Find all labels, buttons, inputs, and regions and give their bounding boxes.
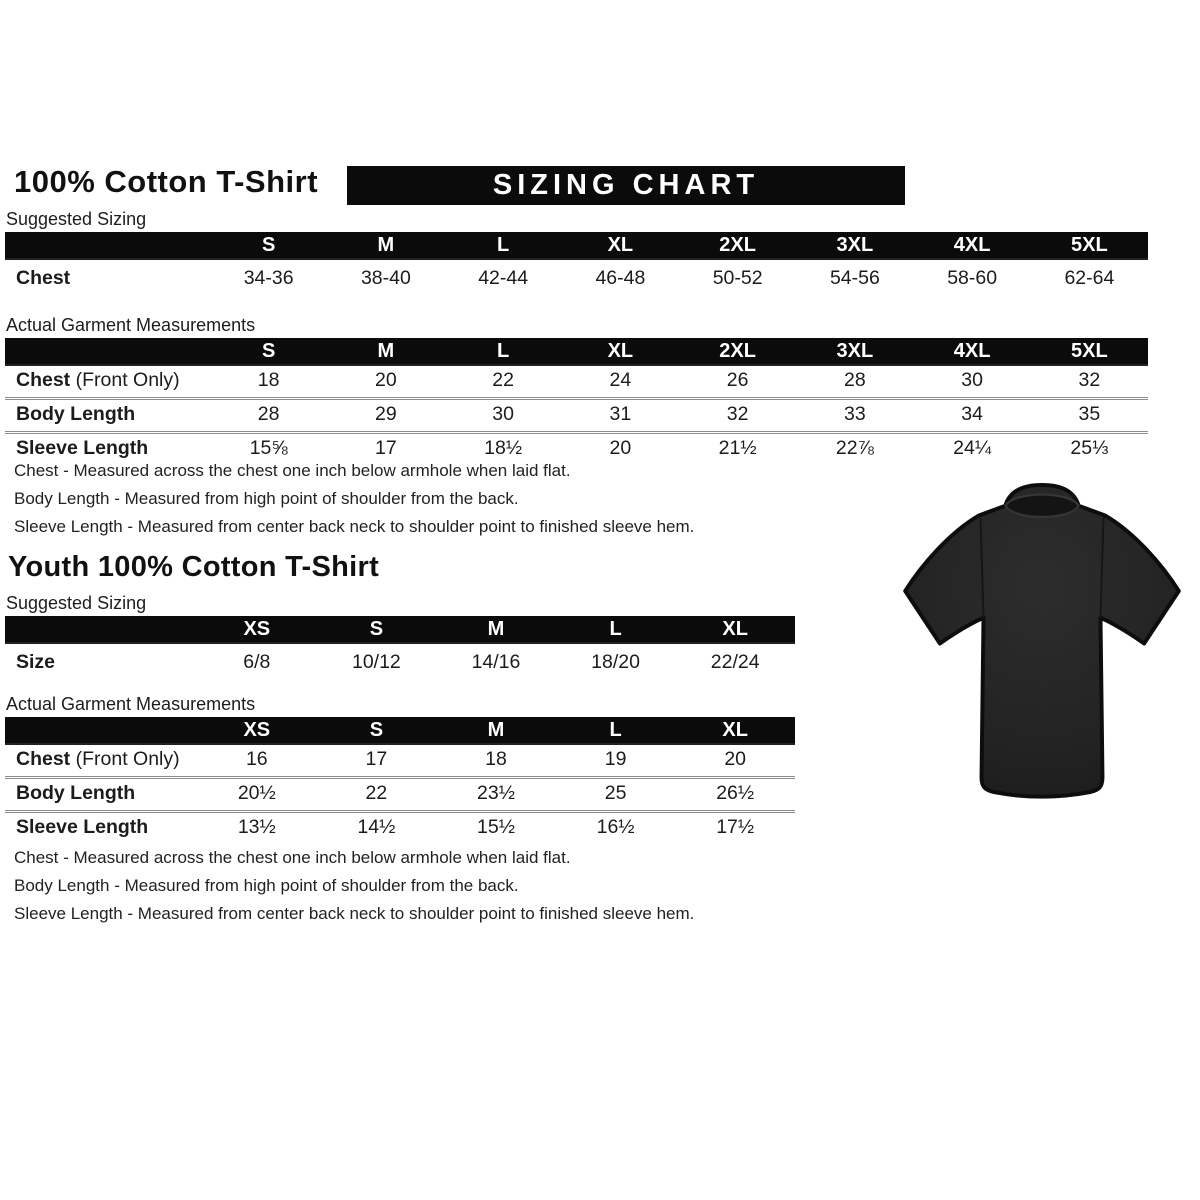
youth-suggested-label: Suggested Sizing bbox=[6, 593, 147, 613]
cell: 26 bbox=[726, 369, 749, 391]
cell: 62-64 bbox=[1064, 266, 1115, 289]
adult-measurement-notes bbox=[14, 457, 694, 541]
column-header: 4XL bbox=[914, 338, 1031, 365]
cell: 18 bbox=[485, 748, 507, 770]
column-header: 2XL bbox=[679, 338, 796, 365]
cell: 42-44 bbox=[478, 266, 529, 289]
cell: 33 bbox=[796, 399, 913, 433]
cell: 31 bbox=[562, 399, 679, 433]
table-row bbox=[5, 744, 795, 778]
column-header: S bbox=[317, 717, 437, 744]
adult-suggested-label: Suggested Sizing bbox=[6, 209, 147, 229]
cell: 17½ bbox=[675, 812, 795, 845]
cell: 18½ bbox=[445, 433, 562, 466]
cell: 30 bbox=[961, 369, 983, 391]
row-label-note: (Front Only) bbox=[70, 369, 180, 391]
header-spacer bbox=[5, 338, 210, 365]
note-line: Sleeve Length - Measured from center back neck to shoulder point to finished sleeve hem. bbox=[14, 904, 695, 923]
cell: 17 bbox=[327, 433, 444, 466]
tshirt-body bbox=[905, 485, 1179, 797]
column-header: M bbox=[327, 338, 444, 365]
row-label: Chest bbox=[16, 266, 71, 289]
cell: 46-48 bbox=[595, 266, 646, 289]
cell: 22 bbox=[492, 369, 514, 391]
cell: 14/16 bbox=[471, 650, 521, 673]
column-header: 2XL bbox=[679, 232, 796, 259]
column-header: 5XL bbox=[1031, 232, 1148, 259]
column-header: 4XL bbox=[914, 232, 1031, 259]
column-header: XS bbox=[197, 616, 317, 643]
column-header: L bbox=[445, 338, 562, 365]
row-label-main: Chest bbox=[16, 369, 71, 391]
column-header: M bbox=[327, 232, 444, 259]
table-row bbox=[5, 259, 1148, 298]
sizing-chart-banner: SIZING CHART bbox=[347, 166, 905, 205]
cell: 30 bbox=[445, 399, 562, 433]
table-row bbox=[5, 812, 795, 845]
cell: 22 bbox=[317, 778, 437, 812]
cell: 19 bbox=[604, 748, 627, 770]
note-line: Chest - Measured across the chest one inch below armhole when laid flat. bbox=[14, 461, 571, 480]
cell: 32 bbox=[679, 399, 796, 433]
cell: 18 bbox=[257, 369, 280, 391]
cell: 24¼ bbox=[914, 433, 1031, 466]
youth-suggested-table bbox=[5, 616, 795, 682]
cell: 21½ bbox=[679, 433, 796, 466]
table-header-row bbox=[5, 717, 795, 744]
cell: 34 bbox=[914, 399, 1031, 433]
cell: 38-40 bbox=[360, 266, 411, 289]
cell: 20 bbox=[562, 433, 679, 466]
cell: 29 bbox=[327, 399, 444, 433]
column-header: 3XL bbox=[796, 232, 913, 259]
cell: 35 bbox=[1031, 399, 1148, 433]
column-header: 5XL bbox=[1031, 338, 1148, 365]
header-spacer bbox=[5, 232, 210, 259]
adult-heading: 100% Cotton T-Shirt bbox=[14, 164, 319, 199]
row-label bbox=[5, 365, 210, 399]
adult-actual-label: Actual Garment Measurements bbox=[6, 315, 256, 335]
cell: 20 bbox=[375, 369, 397, 391]
cell: 16 bbox=[245, 748, 268, 770]
table-header-row bbox=[5, 232, 1148, 259]
cell: 58-60 bbox=[947, 266, 998, 289]
cell: 13½ bbox=[197, 812, 317, 845]
column-header: S bbox=[317, 616, 437, 643]
table-header-row bbox=[5, 338, 1148, 365]
cell: 20½ bbox=[197, 778, 317, 812]
cell: 24 bbox=[609, 369, 632, 391]
cell: 10/12 bbox=[351, 650, 401, 673]
youth-measurement-notes bbox=[14, 844, 694, 928]
column-header: XL bbox=[562, 232, 679, 259]
row-label bbox=[5, 744, 197, 778]
cell: 32 bbox=[1078, 369, 1101, 391]
row-label: Sleeve Length bbox=[5, 812, 197, 845]
cell: 22/24 bbox=[710, 650, 760, 673]
header-spacer bbox=[5, 717, 197, 744]
tshirt-image bbox=[893, 476, 1191, 818]
column-header: S bbox=[210, 232, 327, 259]
column-header: XL bbox=[675, 616, 795, 643]
cell: 28 bbox=[210, 399, 327, 433]
row-label: Size bbox=[16, 650, 56, 673]
row-label-main: Chest bbox=[16, 748, 71, 770]
column-header: L bbox=[556, 616, 676, 643]
column-header: XS bbox=[197, 717, 317, 744]
cell: 23½ bbox=[436, 778, 556, 812]
adult-suggested-table bbox=[5, 232, 1148, 298]
youth-actual-label: Actual Garment Measurements bbox=[6, 694, 256, 714]
note-line: Body Length - Measured from high point of shoulder from the back. bbox=[14, 876, 519, 895]
cell: 17 bbox=[365, 748, 388, 770]
table-row bbox=[5, 365, 1148, 399]
cell: 50-52 bbox=[712, 266, 763, 289]
column-header: XL bbox=[562, 338, 679, 365]
header-spacer bbox=[5, 616, 197, 643]
cell: 54-56 bbox=[829, 266, 880, 289]
row-label: Sleeve Length bbox=[5, 433, 210, 466]
note-line: Chest - Measured across the chest one inch below armhole when laid flat. bbox=[14, 848, 571, 867]
cell: 26½ bbox=[675, 778, 795, 812]
column-header: L bbox=[445, 232, 562, 259]
column-header: M bbox=[436, 717, 556, 744]
column-header: XL bbox=[675, 717, 795, 744]
youth-actual-table bbox=[5, 717, 795, 844]
cell: 28 bbox=[844, 369, 866, 391]
column-header: S bbox=[210, 338, 327, 365]
cell: 25⅓ bbox=[1031, 433, 1148, 466]
cell: 15⅝ bbox=[210, 433, 327, 466]
cell: 14½ bbox=[317, 812, 437, 845]
cell: 18/20 bbox=[591, 650, 640, 673]
cell: 6/8 bbox=[243, 650, 271, 673]
note-line: Body Length - Measured from high point of shoulder from the back. bbox=[14, 489, 519, 508]
table-row bbox=[5, 778, 795, 812]
row-label: Body Length bbox=[5, 399, 210, 433]
table-row bbox=[5, 399, 1148, 433]
cell: 15½ bbox=[436, 812, 556, 845]
cell: 25 bbox=[556, 778, 676, 812]
column-header: M bbox=[436, 616, 556, 643]
youth-heading: Youth 100% Cotton T-Shirt bbox=[8, 551, 380, 583]
table-header-row bbox=[5, 616, 795, 643]
cell: 34-36 bbox=[243, 266, 294, 289]
table-row bbox=[5, 643, 795, 682]
row-label: Body Length bbox=[5, 778, 197, 812]
adult-actual-table bbox=[5, 338, 1148, 465]
cell: 22⅞ bbox=[796, 433, 913, 466]
row-label-note: (Front Only) bbox=[70, 748, 180, 770]
column-header: 3XL bbox=[796, 338, 913, 365]
note-line: Sleeve Length - Measured from center back neck to shoulder point to finished sleeve hem. bbox=[14, 517, 695, 536]
cell: 16½ bbox=[556, 812, 676, 845]
cell: 20 bbox=[724, 748, 747, 770]
column-header: L bbox=[556, 717, 676, 744]
